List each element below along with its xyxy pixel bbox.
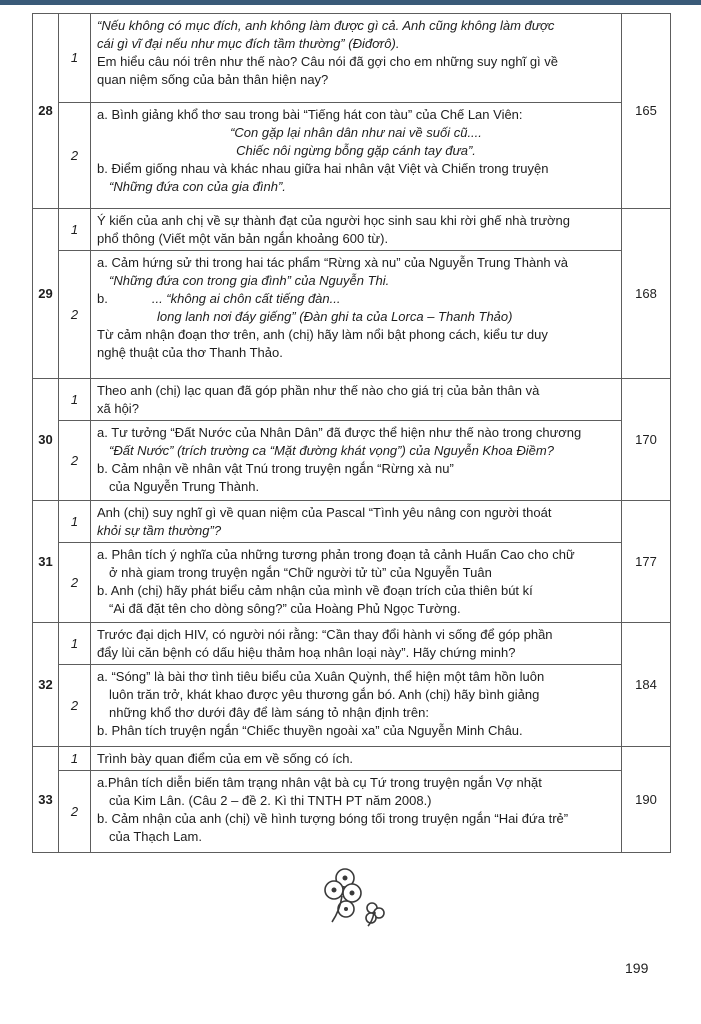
- table-row: [33, 103, 671, 209]
- page-number: 199: [625, 960, 649, 976]
- sub-question-label: 2: [59, 665, 91, 747]
- exam-topics-table: [32, 13, 671, 853]
- sub-question-label: 1: [59, 209, 91, 251]
- question-text: Trình bày quan điểm của em về sống có ích.: [91, 747, 622, 771]
- table-row: [33, 209, 671, 251]
- question-text: Ý kiến của anh chị về sự thành đạt của người học sinh sau khi rời ghế nhà trường phổ thông (Viết một văn bản ngắn khoảng 600 từ).: [91, 209, 622, 251]
- question-number: 28: [33, 14, 59, 209]
- sub-question-label: 2: [59, 421, 91, 501]
- sub-question-label: 1: [59, 623, 91, 665]
- page-reference: 168: [622, 209, 671, 379]
- question-text: a. Bình giảng khổ thơ sau trong bài “Tiếng hát con tàu” của Chế Lan Viên: “Con gặp lại nhân dân như nai về suối cũ.... Chiếc nôi ngừng bỗng gặp cánh tay đưa”. b. Điểm giống nhau và khác nhau giữa hai nhân vật Việt và Chiến trong truyện “Những đứa con của gia đình”.: [91, 103, 622, 209]
- page-reference: 170: [622, 379, 671, 501]
- question-number: 32: [33, 623, 59, 747]
- table-row: [33, 665, 671, 747]
- table-row: [33, 421, 671, 501]
- question-text: a.Phân tích diễn biến tâm trạng nhân vật bà cụ Tứ trong truyện ngắn Vợ nhặt của Kim Lân. (Câu 2 – đề 2. Kì thi TNTH PT năm 2008.) b. Cảm nhận của anh (chị) về hình tượng bóng tối trong truyện ngắn “Hai đứa trẻ” của Thạch Lam.: [91, 771, 622, 853]
- question-number: 33: [33, 747, 59, 853]
- table-row: [33, 543, 671, 623]
- question-text: a. “Sóng” là bài thơ tình tiêu biểu của Xuân Quỳnh, thể hiện một tâm hồn luôn luôn trăn trở, khát khao được yêu thương gắn bó. Anh (chị) hãy bình giảng những khổ thơ dưới đây để làm sáng tỏ nhận định trên: b. Phân tích truyện ngắn “Chiếc thuyền ngoài xa” của Nguyễn Minh Châu.: [91, 665, 622, 747]
- page-reference: 190: [622, 747, 671, 853]
- question-text: Theo anh (chị) lạc quan đã góp phần như thế nào cho giá trị của bản thân và xã hội?: [91, 379, 622, 421]
- page-reference: 165: [622, 14, 671, 209]
- question-text: Trước đại dịch HIV, có người nói rằng: “Cần thay đổi hành vi sống để góp phần đẩy lùi căn bệnh có dấu hiệu thảm hoạ nhân loại này”. Hãy chứng minh?: [91, 623, 622, 665]
- sub-question-label: 2: [59, 771, 91, 853]
- question-text: a. Cảm hứng sử thi trong hai tác phẩm “Rừng xà nu” của Nguyễn Trung Thành và “Những đứa con trong gia đình” của Nguyễn Thi. b. ... “không ai chôn cất tiếng đàn... long lanh nơi đáy giếng” (Đàn ghi ta của Lorca – Thanh Thảo) Từ cảm nhận đoạn thơ trên, anh (chị) hãy làm nổi bật phong cách, kiểu tư duy nghệ thuật của thơ Thanh Thảo.: [91, 251, 622, 379]
- question-text: a. Phân tích ý nghĩa của những tương phản trong đoạn tả cảnh Huấn Cao cho chữ ở nhà giam trong truyện ngắn “Chữ người tử tù” của Nguyễn Tuân b. Anh (chị) hãy phát biểu cảm nhận của mình về đoạn trích của thiên bút kí “Ai đã đặt tên cho dòng sông?” của Hoàng Phủ Ngọc Tường.: [91, 543, 622, 623]
- table-row: [33, 379, 671, 421]
- sub-question-label: 2: [59, 543, 91, 623]
- clover-ornament-icon: [312, 860, 392, 930]
- sub-question-label: 1: [59, 379, 91, 421]
- page-reference: 177: [622, 501, 671, 623]
- question-text: “Nếu không có mục đích, anh không làm được gì cả. Anh cũng không làm được cái gì vĩ đại nếu như mục đích tầm thường” (Điđơrô). Em hiểu câu nói trên như thế nào? Câu nói đã gợi cho em những suy nghĩ gì về quan niệm sống của bản thân hiện nay?: [91, 14, 622, 103]
- question-number: 30: [33, 379, 59, 501]
- sub-question-label: 2: [59, 251, 91, 379]
- sub-question-label: 2: [59, 103, 91, 209]
- question-number: 29: [33, 209, 59, 379]
- table-row: [33, 14, 671, 103]
- table-row: [33, 747, 671, 771]
- top-border-bar: [0, 0, 701, 5]
- table-row: [33, 501, 671, 543]
- page-reference: 184: [622, 623, 671, 747]
- table-row: [33, 771, 671, 853]
- sub-question-label: 1: [59, 747, 91, 771]
- question-text: Anh (chị) suy nghĩ gì về quan niệm của Pascal “Tình yêu nâng con người thoát khỏi sự tầm thường”?: [91, 501, 622, 543]
- sub-question-label: 1: [59, 501, 91, 543]
- question-number: 31: [33, 501, 59, 623]
- table-row: [33, 623, 671, 665]
- question-text: a. Tư tưởng “Đất Nước của Nhân Dân” đã được thể hiện như thế nào trong chương “Đất Nước” (trích trường ca “Mặt đường khát vọng”) của Nguyễn Khoa Điềm? b. Cảm nhận về nhân vật Tnú trong truyện ngắn “Rừng xà nu” của Nguyễn Trung Thành.: [91, 421, 622, 501]
- sub-question-label: 1: [59, 14, 91, 103]
- table-row: [33, 251, 671, 379]
